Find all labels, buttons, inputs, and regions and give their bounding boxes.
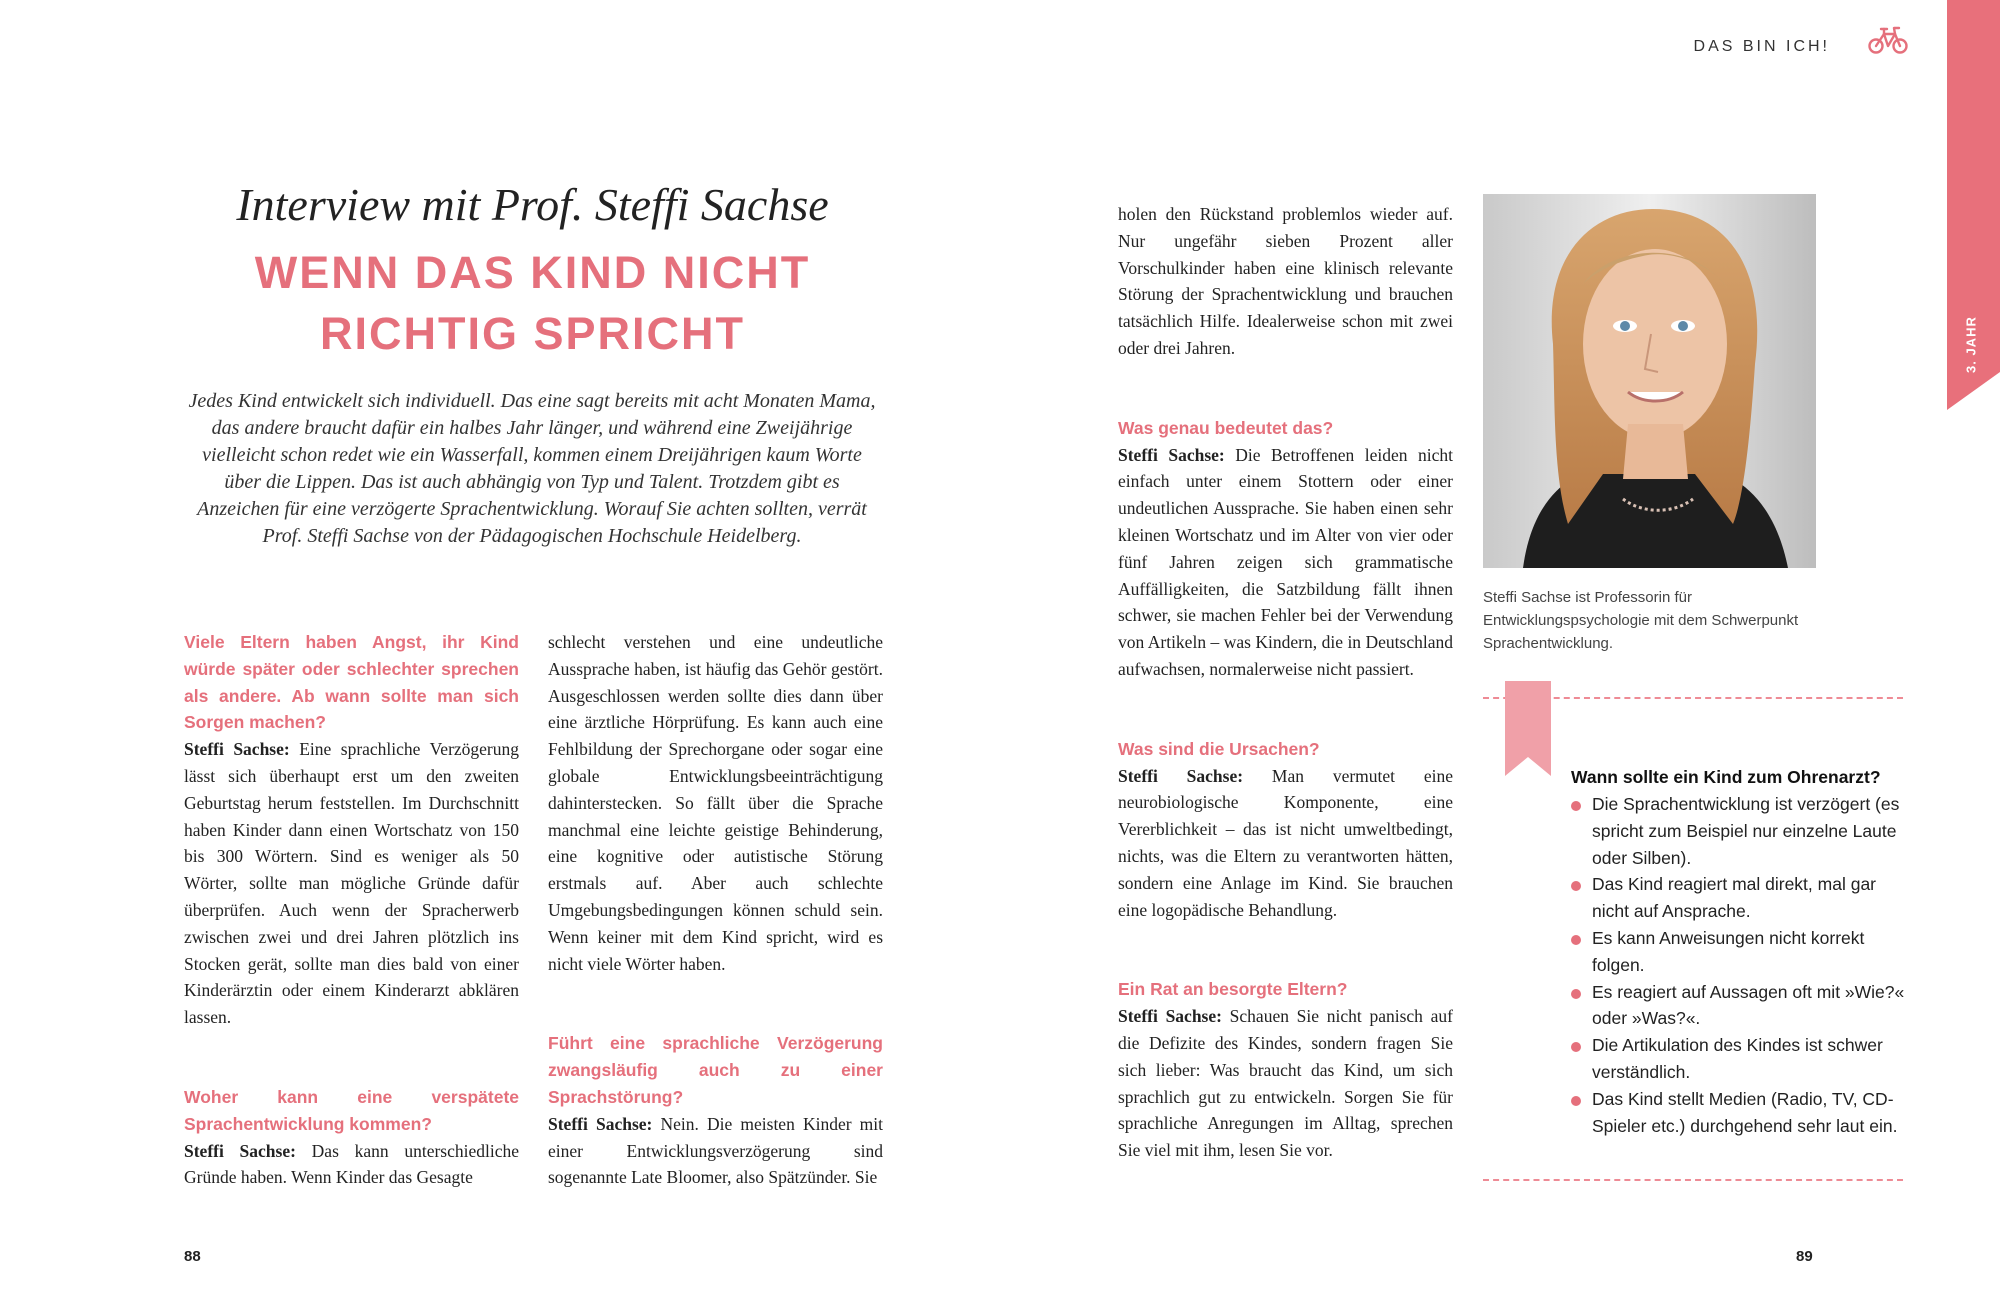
speaker-label: Steffi Sachse: [184, 739, 290, 760]
interview-answer [1118, 1003, 1453, 1164]
article-headline [170, 242, 895, 364]
article-intro: Jedes Kind entwickelt sich individuell. Das eine sagt bereits mit acht Monaten Mama, das andere braucht dafür ein halbes Jahr länger, und während eine Zweijährige vielleicht schon redet wie ein Wasserfall, kommen einem Dreijährigen kaum Worte über die Lippen. Das ist auch abhängig von Typ und Talent. Trotzdem gibt es Anzeichen für eine verzögerte Sprachentwicklung. Worauf Sie achten sollten, verrät Prof. Steffi Sachse von der Pädagogischen Hochschule Heidelberg. [188, 390, 876, 547]
interview-answer [548, 1111, 883, 1191]
interview-question: Viele Eltern haben Angst, ihr Kind würde später oder schlechter sprechen als andere. Ab wann sollte man sich Sorgen machen? [184, 632, 519, 733]
interview-question: Was genau bedeutet das? [1118, 417, 1334, 438]
headline-line-1: WENN DAS KIND NICHT [254, 247, 811, 298]
bicycle-icon [1868, 24, 1908, 56]
list-item: Das Kind reagiert mal direkt, mal gar nicht auf Ansprache. [1571, 871, 1911, 925]
interview-question: Ein Rat an besorgte Eltern? [1118, 979, 1348, 1000]
interview-question: Woher kann eine verspätete Sprachentwicklung kommen? [184, 1086, 519, 1134]
speaker-label: Steffi Sachse: [1118, 765, 1244, 786]
interview-answer [184, 1138, 519, 1192]
box-divider-bottom [1483, 1179, 1903, 1181]
portrait-photo [1483, 194, 1816, 568]
photo-caption: Steffi Sachse ist Professorin für Entwicklungspsychologie mit dem Schwerpunkt Sprachentwicklung. [1483, 589, 1799, 652]
speaker-label: Steffi Sachse: [548, 1113, 653, 1134]
article-title: Interview mit Prof. Steffi Sachse [236, 179, 829, 230]
answer-text: Die Betroffenen leiden nicht einfach unter einem Stottern oder einer undeutlichen Aussprache. Sie haben einen sehr kleinen Wortschatz und im Alter von vier oder fünf Jahren zeigen sich grammatische Auffälligkeiten, die Satzbildung fällt ihnen schwer, sie machen Fehler bei der Verwendung von Artikeln – was Kindern, die in Deutschland aufwachsen, normalerweise nicht passiert. [1118, 444, 1453, 679]
running-head: DAS BIN ICH! [1693, 38, 1830, 55]
chapter-tab-label: 3. JAHR [1963, 316, 1979, 374]
list-item: Die Sprachentwicklung ist verzögert (es spricht zum Beispiel nur einzelne Laute oder Silben). [1571, 791, 1911, 871]
answer-text: Das kann unterschiedliche Gründe haben. Wenn Kinder das Gesagte [184, 1140, 520, 1188]
page-number-left: 88 [184, 1248, 201, 1265]
text-column-2 [548, 629, 883, 1191]
text-column-3 [1118, 201, 1453, 1164]
answer-text: Schauen Sie nicht panisch auf die Defizite des Kindes, sondern fragen Sie sich lieber: Was braucht das Kind, um sich sprachlich gut zu entwickeln. Sorgen Sie für sprachliche Anregungen im Alltag, sprechen Sie viel mit ihm, lesen Sie vor. [1118, 1006, 1453, 1161]
answer-text: Man vermutet eine neurobiologische Komponente, eine Vererblichkeit – das ist nicht umweltbedingt, nichts, was die Eltern zu verantworten hätten, sondern eine Anlage im Kind. Sie brauchen eine logopädische Behandlung. [1118, 765, 1454, 920]
info-box-list [1571, 791, 1911, 1139]
list-item: Es kann Anweisungen nicht korrekt folgen. [1571, 925, 1911, 979]
interview-answer [1118, 442, 1453, 683]
speaker-label: Steffi Sachse: [184, 1140, 296, 1161]
text-column-1 [184, 629, 519, 1191]
answer-text: Eine sprachliche Verzögerung lässt sich überhaupt erst um den zweiten Geburtstag herum feststellen. Im Durchschnitt haben Kinder dann einen Wortschatz von 150 bis 300 Wörtern. Sind es weniger als 50 Wörter, sollte man mögliche Gründe dafür überprüfen. Auch wenn der Spracherwerb zwischen zwei und drei Jahren plötzlich ins Stocken gerät, sollte man dies bald von einer Kinderärztin oder einem Kinderarzt abklären lassen. [184, 739, 520, 1028]
answer-continuation: schlecht verstehen und eine undeutliche Aussprache haben, ist häufig das Gehör gestört. Ausgeschlossen werden sollte dies dann über eine ärztliche Hörprüfung. Es kann auch eine Fehlbildung der Sprechorgane oder sogar eine globale Entwicklungsbeeinträchtigung dahinterstecken. So fällt über die Sprache manchmal eine leichte geistige Behinderung, eine kognitive oder autistische Störung erstmals auf. Aber auch schlechte Umgebungsbedingungen können schuld sein. Wenn keiner mit dem Kind spricht, wird es nicht viele Wörter haben. [548, 632, 883, 974]
list-item: Es reagiert auf Aussagen oft mit »Wie?« oder »Was?«. [1571, 979, 1911, 1033]
interview-answer [184, 736, 519, 1031]
info-box-heading: Wann sollte ein Kind zum Ohrenarzt? [1571, 767, 1881, 787]
answer-text: Nein. Die meisten Kinder mit einer Entwicklungsverzögerung sind sogenannte Late Bloomer, also Spätzünder. Sie [548, 1113, 883, 1188]
interview-answer [1118, 763, 1453, 924]
answer-continuation: holen den Rückstand problemlos wieder auf. Nur ungefähr sieben Prozent aller Vorschulkinder haben eine klinisch relevante Störung der Sprachentwicklung und brauchen tatsächlich Hilfe. Idealerweise schon mit zwei oder drei Jahren. [1118, 204, 1453, 358]
page-number-right: 89 [1796, 1248, 1813, 1265]
speaker-label: Steffi Sachse: [1118, 1006, 1222, 1027]
list-item: Das Kind stellt Medien (Radio, TV, CD-Spieler etc.) durchgehend sehr laut ein. [1571, 1086, 1911, 1140]
interview-question: Führt eine sprachliche Verzögerung zwangsläufig auch zu einer Sprachstörung? [548, 1033, 883, 1107]
speaker-label: Steffi Sachse: [1118, 444, 1225, 465]
bookmark-icon [1505, 681, 1551, 776]
list-item: Die Artikulation des Kindes ist schwer verständlich. [1571, 1032, 1911, 1086]
interview-question: Was sind die Ursachen? [1118, 738, 1320, 759]
headline-line-2: RICHTIG SPRICHT [319, 308, 745, 359]
